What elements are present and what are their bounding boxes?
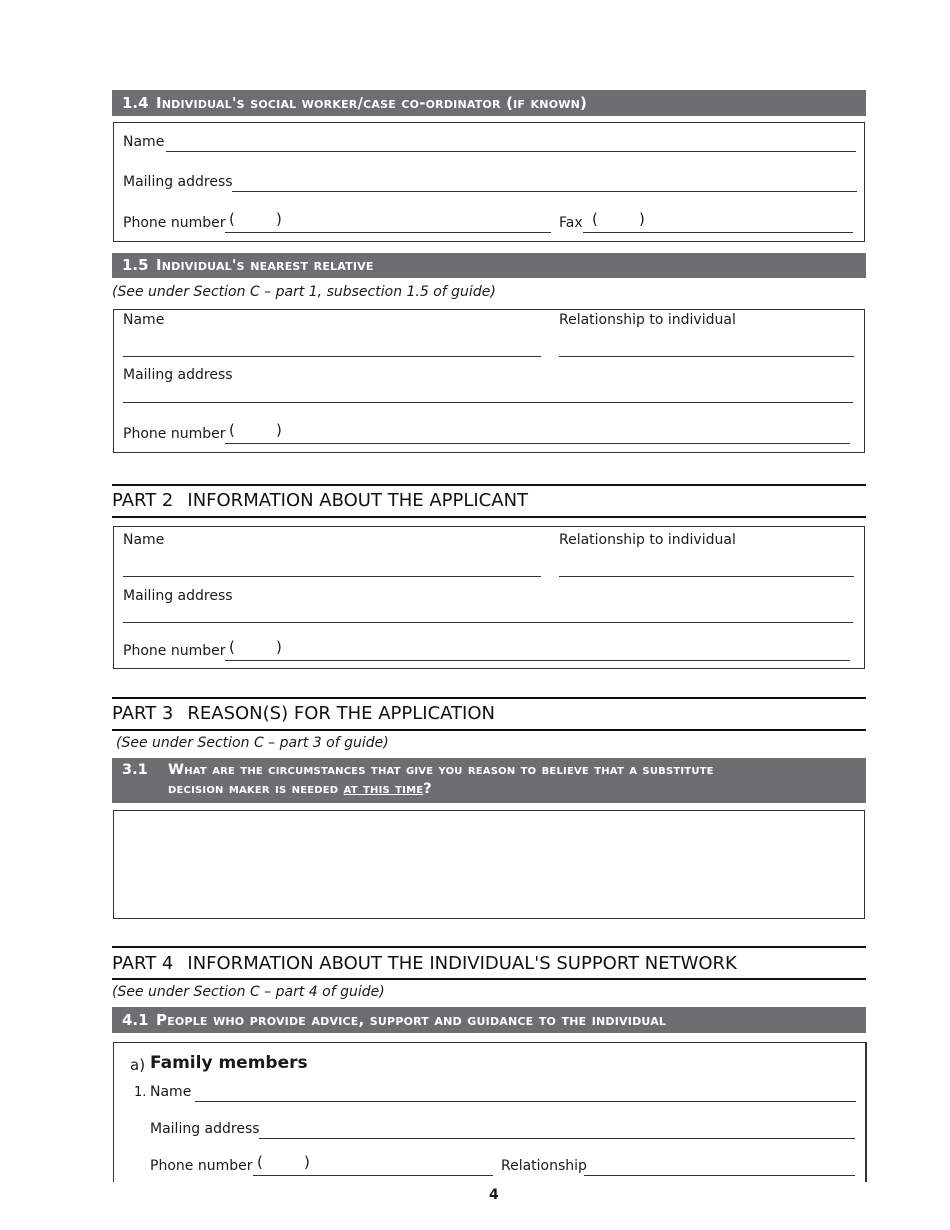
part-2-bottom-rule bbox=[112, 516, 866, 518]
relationship-label: Relationship to individual bbox=[559, 312, 736, 328]
mailing-address-field[interactable] bbox=[123, 402, 853, 403]
section-note: (See under Section C – part 4 of guide) bbox=[112, 984, 385, 1000]
part-3-top-rule bbox=[112, 697, 866, 699]
section-4-1-header bbox=[112, 1007, 866, 1033]
part-number: PART 4 bbox=[112, 953, 174, 974]
section-1-4-header bbox=[112, 90, 866, 116]
section-number: 1.5 bbox=[122, 256, 149, 274]
question-line-2-prefix: decision maker is needed bbox=[168, 781, 344, 797]
mailing-address-label: Mailing address bbox=[123, 588, 233, 604]
relationship-label: Relationship to individual bbox=[559, 532, 736, 548]
section-number: 1.4 bbox=[122, 94, 149, 112]
fax-area-code-close: ) bbox=[639, 210, 645, 228]
name-label: Name bbox=[123, 134, 165, 150]
area-code-open: ( bbox=[229, 638, 235, 656]
name-label: Name bbox=[123, 532, 165, 548]
area-code-open: ( bbox=[257, 1153, 263, 1171]
part-number: PART 3 bbox=[112, 703, 174, 724]
area-code-open: ( bbox=[229, 210, 235, 228]
phone-number-field[interactable] bbox=[225, 660, 850, 661]
section-title: Individual's social worker/case co-ordinator (if known) bbox=[156, 94, 588, 112]
relationship-label: Relationship bbox=[501, 1158, 587, 1174]
relationship-field[interactable] bbox=[559, 576, 854, 577]
area-code-close: ) bbox=[276, 421, 282, 439]
section-title: Individual's nearest relative bbox=[156, 256, 374, 274]
part-4-top-rule bbox=[112, 946, 866, 948]
part-4-heading bbox=[112, 953, 737, 974]
phone-number-field[interactable] bbox=[225, 443, 850, 444]
section-note: (See under Section C – part 1, subsection 1.5 of guide) bbox=[112, 284, 496, 300]
section-3-1-header bbox=[112, 758, 866, 803]
question-mark: ? bbox=[423, 781, 432, 797]
mailing-address-field[interactable] bbox=[123, 622, 853, 623]
phone-number-field[interactable] bbox=[253, 1175, 493, 1176]
phone-number-label: Phone number bbox=[123, 643, 226, 659]
section-number: 3.1 bbox=[122, 762, 148, 778]
name-field[interactable] bbox=[123, 576, 541, 577]
relationship-field[interactable] bbox=[559, 356, 854, 357]
part-title: REASON(S) FOR THE APPLICATION bbox=[187, 703, 495, 724]
mailing-address-label: Mailing address bbox=[123, 174, 233, 190]
section-1-5-header bbox=[112, 253, 866, 278]
phone-number-label: Phone number bbox=[150, 1158, 253, 1174]
part-2-top-rule bbox=[112, 484, 866, 486]
emphasis-underlined: at this time bbox=[343, 781, 424, 797]
part-number: PART 2 bbox=[112, 490, 174, 511]
family-members-title: Family members bbox=[150, 1053, 308, 1073]
page-number: 4 bbox=[489, 1187, 499, 1203]
relationship-field[interactable] bbox=[584, 1175, 855, 1176]
fax-label: Fax bbox=[559, 215, 583, 231]
part-title: INFORMATION ABOUT THE APPLICANT bbox=[187, 490, 529, 511]
mailing-address-label: Mailing address bbox=[123, 367, 233, 383]
name-label: Name bbox=[150, 1084, 192, 1100]
family-letter: a) bbox=[130, 1056, 146, 1074]
mailing-address-label: Mailing address bbox=[150, 1121, 260, 1137]
area-code-close: ) bbox=[276, 210, 282, 228]
fax-area-code-open: ( bbox=[592, 210, 598, 228]
question-line-1: What are the circumstances that give you reason to believe that a substitute bbox=[168, 762, 714, 778]
phone-number-label: Phone number bbox=[123, 426, 226, 442]
part-4-bottom-rule bbox=[112, 978, 866, 980]
part-2-heading bbox=[112, 490, 528, 511]
part-3-bottom-rule bbox=[112, 729, 866, 731]
fax-field[interactable] bbox=[583, 232, 853, 233]
phone-number-label: Phone number bbox=[123, 215, 226, 231]
section-title: People who provide advice, support and guidance to the individual bbox=[156, 1011, 667, 1029]
area-code-open: ( bbox=[229, 421, 235, 439]
name-field[interactable] bbox=[166, 151, 856, 152]
name-field[interactable] bbox=[123, 356, 541, 357]
area-code-close: ) bbox=[276, 638, 282, 656]
part-3-heading bbox=[112, 703, 495, 724]
section-note: (See under Section C – part 3 of guide) bbox=[116, 735, 389, 751]
item-number: 1. bbox=[134, 1085, 147, 1100]
name-label: Name bbox=[123, 312, 165, 328]
section-number: 4.1 bbox=[122, 1011, 149, 1029]
area-code-close: ) bbox=[304, 1153, 310, 1171]
name-field[interactable] bbox=[195, 1101, 856, 1102]
circumstances-textbox[interactable] bbox=[113, 810, 865, 919]
mailing-address-field[interactable] bbox=[259, 1138, 855, 1139]
part-title: INFORMATION ABOUT THE INDIVIDUAL'S SUPPORT NETWORK bbox=[187, 953, 737, 974]
phone-number-field[interactable] bbox=[225, 232, 551, 233]
question-line-2 bbox=[168, 780, 866, 799]
mailing-address-field[interactable] bbox=[232, 191, 857, 192]
